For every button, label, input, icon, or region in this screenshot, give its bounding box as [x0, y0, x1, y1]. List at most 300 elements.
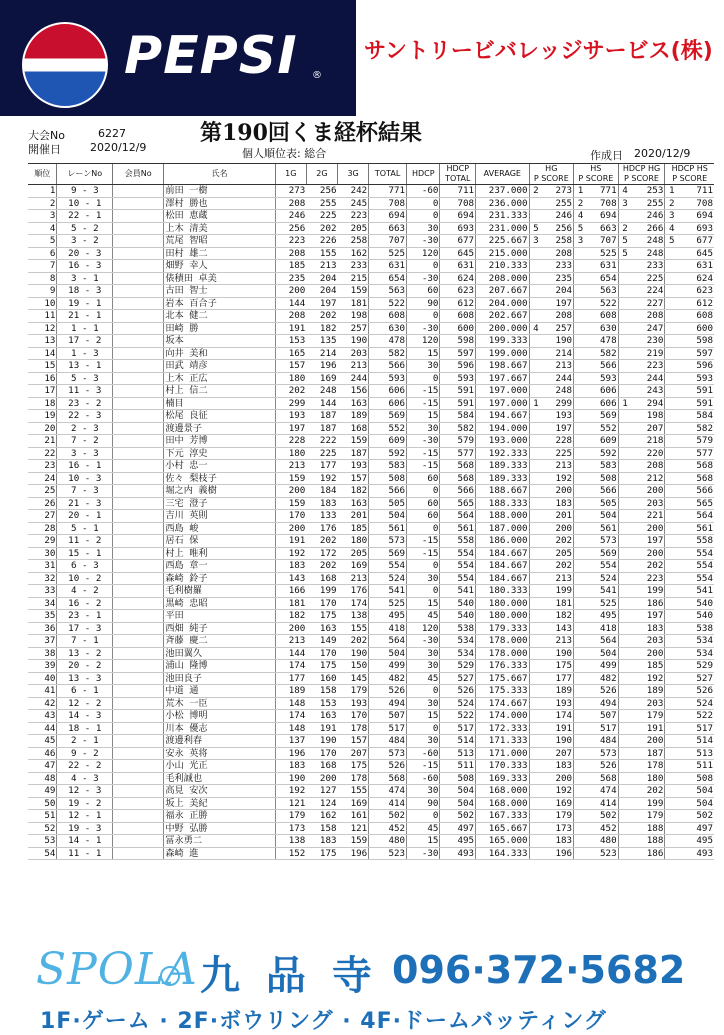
- cell-lane: 5 - 2: [57, 222, 113, 235]
- cell-g2: 163: [306, 622, 337, 635]
- cell-hdcp-hg-score: 207: [631, 422, 664, 435]
- cell-g1: 153: [275, 335, 306, 348]
- cell-hg-score: 299: [542, 397, 573, 410]
- cell-hg-score: 192: [542, 472, 573, 485]
- cell-hg-p: [529, 247, 542, 260]
- cell-hdcp: -15: [407, 385, 440, 398]
- table-row: [28, 222, 714, 235]
- cell-average: 175.667: [476, 672, 529, 685]
- cell-hdcp-hs-p: [665, 335, 678, 348]
- cell-total: 504: [369, 647, 407, 660]
- cell-hdcp-hg-p: [618, 260, 631, 273]
- cell-hg-p: [529, 697, 542, 710]
- cell-hdcp-hg-score: 200: [631, 522, 664, 535]
- cell-average: 204.000: [476, 297, 529, 310]
- cell-hdcp-hs-p: [665, 585, 678, 598]
- cell-hg-p: 5: [529, 222, 542, 235]
- cell-hg-p: [529, 260, 542, 273]
- cell-total: 694: [369, 210, 407, 223]
- cell-hdcp: 30: [407, 572, 440, 585]
- cell-hdcp-hs-score: 677: [678, 235, 714, 248]
- cell-total: 482: [369, 672, 407, 685]
- cell-hdcp-hg-score: 221: [631, 510, 664, 523]
- cell-average: 207.667: [476, 285, 529, 298]
- cell-hdcp: 15: [407, 835, 440, 848]
- cell-total: 502: [369, 810, 407, 823]
- cell-total: 504: [369, 510, 407, 523]
- cell-hdcp: 60: [407, 497, 440, 510]
- meet-date: 2020/12/9: [90, 141, 147, 154]
- cell-hs-score: 771: [587, 185, 618, 198]
- cell-g2: 124: [306, 797, 337, 810]
- cell-g1: 157: [275, 360, 306, 373]
- cell-g1: 191: [275, 322, 306, 335]
- cell-hdcp: 0: [407, 585, 440, 598]
- cell-hs-score: 566: [587, 360, 618, 373]
- cell-hg-p: 3: [529, 235, 542, 248]
- cell-member: [113, 360, 164, 373]
- cell-total: 524: [369, 572, 407, 585]
- cell-rank: 51: [28, 810, 57, 823]
- cell-hs-score: 608: [587, 310, 618, 323]
- cell-total: 707: [369, 235, 407, 248]
- cell-hs-p: [574, 585, 587, 598]
- cell-hdcp: -30: [407, 272, 440, 285]
- cell-g3: 180: [338, 535, 369, 548]
- page-title: 第190回くま経杯結果: [200, 120, 422, 146]
- cell-total: 606: [369, 397, 407, 410]
- table-row: [28, 185, 714, 198]
- cell-hdcp-hs-p: [665, 622, 678, 635]
- banner: [0, 0, 724, 118]
- cell-name: 中野 弘勝: [164, 822, 275, 835]
- cell-hdcp-total: 612: [440, 297, 476, 310]
- cell-total: 525: [369, 597, 407, 610]
- cell-hdcp-hg-score: 185: [631, 660, 664, 673]
- cell-hdcp: 0: [407, 260, 440, 273]
- cell-hdcp-hg-score: 200: [631, 647, 664, 660]
- cell-average: 198.667: [476, 360, 529, 373]
- cell-g3: 159: [338, 285, 369, 298]
- cell-hdcp-hs-p: [665, 772, 678, 785]
- cell-member: [113, 735, 164, 748]
- cell-hdcp-hs-score: 582: [678, 422, 714, 435]
- cell-lane: 3 - 2: [57, 235, 113, 248]
- cell-g3: 159: [338, 835, 369, 848]
- cell-g3: 207: [338, 747, 369, 760]
- cell-rank: 21: [28, 435, 57, 448]
- table-row: [28, 335, 714, 348]
- cell-member: [113, 447, 164, 460]
- cell-g2: 191: [306, 722, 337, 735]
- cell-average: 176.333: [476, 660, 529, 673]
- cell-hdcp-hs-score: 534: [678, 635, 714, 648]
- cell-rank: 33: [28, 585, 57, 598]
- cell-hdcp-hg-p: [618, 685, 631, 698]
- cell-total: 508: [369, 472, 407, 485]
- cell-member: [113, 560, 164, 573]
- cell-hs-p: [574, 822, 587, 835]
- cell-g1: 192: [275, 785, 306, 798]
- cell-name: 畑野 幸人: [164, 260, 275, 273]
- cell-total: 563: [369, 285, 407, 298]
- cell-total: 526: [369, 760, 407, 773]
- cell-name: 村上 信二: [164, 385, 275, 398]
- col-hdcp: HDCP: [407, 164, 440, 185]
- cell-hdcp-hs-p: [665, 410, 678, 423]
- cell-hdcp: 15: [407, 347, 440, 360]
- cell-hdcp-total: 554: [440, 560, 476, 573]
- cell-g3: 189: [338, 410, 369, 423]
- cell-g2: 175: [306, 847, 337, 860]
- col-hg-label: HG: [545, 164, 558, 173]
- cell-hg-p: [529, 485, 542, 498]
- cell-hs-p: [574, 497, 587, 510]
- cell-g1: 273: [275, 185, 306, 198]
- col-hg-p: P: [533, 174, 539, 183]
- cell-g2: 170: [306, 747, 337, 760]
- cell-hg-p: [529, 297, 542, 310]
- cell-hdcp: 30: [407, 422, 440, 435]
- cell-member: [113, 760, 164, 773]
- cell-hdcp-hs-score: 511: [678, 760, 714, 773]
- cell-rank: 42: [28, 697, 57, 710]
- cell-hs-p: 5: [574, 222, 587, 235]
- cell-g3: 185: [338, 522, 369, 535]
- cell-average: 189.333: [476, 460, 529, 473]
- table-row: [28, 510, 714, 523]
- cell-hdcp-hs-score: 591: [678, 385, 714, 398]
- cell-hdcp-hg-score: 223: [631, 360, 664, 373]
- cell-hs-score: 582: [587, 347, 618, 360]
- cell-average: 231.333: [476, 210, 529, 223]
- cell-hdcp: 30: [407, 785, 440, 798]
- cell-g1: 121: [275, 797, 306, 810]
- table-row: [28, 585, 714, 598]
- cell-hdcp-hg-p: [618, 810, 631, 823]
- cell-hg-score: 183: [542, 835, 573, 848]
- cell-name: 西島 峻: [164, 522, 275, 535]
- cell-g2: 168: [306, 760, 337, 773]
- cell-member: [113, 247, 164, 260]
- cell-member: [113, 647, 164, 660]
- cell-g2: 204: [306, 272, 337, 285]
- cell-lane: 3 - 3: [57, 447, 113, 460]
- cell-hdcp-hs-score: 624: [678, 272, 714, 285]
- cell-name: 田中 芳博: [164, 435, 275, 448]
- cell-average: 202.667: [476, 310, 529, 323]
- table-row: [28, 797, 714, 810]
- cell-hdcp-hs-p: [665, 385, 678, 398]
- cell-hdcp-total: 693: [440, 222, 476, 235]
- cell-hdcp-total: 513: [440, 747, 476, 760]
- cell-hdcp-total: 593: [440, 372, 476, 385]
- cell-hg-score: 202: [542, 535, 573, 548]
- cell-member: [113, 297, 164, 310]
- cell-hdcp-total: 493: [440, 847, 476, 860]
- cell-name: 森崎 進: [164, 847, 275, 860]
- cell-member: [113, 722, 164, 735]
- table-row: [28, 560, 714, 573]
- cell-hs-score: 526: [587, 760, 618, 773]
- cell-g1: 177: [275, 672, 306, 685]
- cell-hs-score: 593: [587, 372, 618, 385]
- cell-name: 岩本 百合子: [164, 297, 275, 310]
- cell-average: 178.000: [476, 647, 529, 660]
- cell-hg-p: [529, 610, 542, 623]
- cell-g1: 180: [275, 447, 306, 460]
- cell-hg-score: 182: [542, 610, 573, 623]
- cell-hdcp: 45: [407, 610, 440, 623]
- cell-g1: 159: [275, 472, 306, 485]
- cell-hs-p: 1: [574, 185, 587, 198]
- cell-hg-score: 177: [542, 672, 573, 685]
- table-row: [28, 247, 714, 260]
- cell-rank: 26: [28, 497, 57, 510]
- cell-hdcp-hg-p: 5: [618, 235, 631, 248]
- cell-g3: 168: [338, 422, 369, 435]
- cell-rank: 37: [28, 635, 57, 648]
- cell-lane: 6 - 3: [57, 560, 113, 573]
- cell-member: [113, 435, 164, 448]
- cell-hdcp-hs-score: 534: [678, 647, 714, 660]
- cell-member: [113, 622, 164, 635]
- cell-hg-p: [529, 435, 542, 448]
- cell-hdcp: 15: [407, 597, 440, 610]
- cell-g2: 202: [306, 222, 337, 235]
- cell-hdcp-hs-p: [665, 547, 678, 560]
- col-hdcp-hs-p: P: [672, 174, 678, 183]
- cell-g2: 225: [306, 447, 337, 460]
- table-row: [28, 447, 714, 460]
- cell-g3: 157: [338, 472, 369, 485]
- cell-rank: 43: [28, 710, 57, 723]
- cell-g1: 152: [275, 847, 306, 860]
- cell-hg-score: 183: [542, 760, 573, 773]
- cell-hdcp-hg-p: [618, 335, 631, 348]
- cell-lane: 6 - 1: [57, 685, 113, 698]
- cell-hg-p: [529, 622, 542, 635]
- table-row: [28, 610, 714, 623]
- table-row: [28, 322, 714, 335]
- cell-hdcp-hs-score: 591: [678, 397, 714, 410]
- cell-hdcp-hs-p: [665, 285, 678, 298]
- cell-hg-score: 246: [542, 210, 573, 223]
- cell-hs-score: 524: [587, 572, 618, 585]
- cell-lane: 5 - 3: [57, 372, 113, 385]
- cell-hdcp-total: 514: [440, 735, 476, 748]
- cell-g2: 184: [306, 485, 337, 498]
- cell-g3: 155: [338, 785, 369, 798]
- cell-g3: 150: [338, 660, 369, 673]
- trademark-symbol: ®: [312, 70, 322, 81]
- cell-average: 184.667: [476, 572, 529, 585]
- table-row: [28, 535, 714, 548]
- cell-hg-p: [529, 647, 542, 660]
- cell-hs-score: 541: [587, 585, 618, 598]
- cell-g3: 233: [338, 260, 369, 273]
- cell-hs-p: [574, 747, 587, 760]
- cell-g1: 196: [275, 747, 306, 760]
- cell-hdcp: -30: [407, 235, 440, 248]
- table-row: [28, 660, 714, 673]
- cell-total: 505: [369, 497, 407, 510]
- cell-member: [113, 410, 164, 423]
- cell-average: 225.667: [476, 235, 529, 248]
- cell-hdcp-hg-score: 200: [631, 485, 664, 498]
- results-table: [28, 163, 714, 860]
- col-hdcp-hg-p: P: [624, 174, 629, 183]
- table-row: [28, 310, 714, 323]
- cell-total: 554: [369, 560, 407, 573]
- cell-hs-score: 566: [587, 485, 618, 498]
- cell-rank: 17: [28, 385, 57, 398]
- cell-hs-score: 606: [587, 385, 618, 398]
- cell-rank: 36: [28, 622, 57, 635]
- cell-g2: 160: [306, 672, 337, 685]
- cell-hdcp-hg-score: 180: [631, 772, 664, 785]
- cell-lane: 4 - 3: [57, 772, 113, 785]
- cell-hs-p: [574, 510, 587, 523]
- cell-hs-p: [574, 735, 587, 748]
- cell-rank: 16: [28, 372, 57, 385]
- cell-hdcp-hs-score: 504: [678, 797, 714, 810]
- cell-name: 平田: [164, 610, 275, 623]
- phone-number: 096·372·5682: [392, 948, 686, 992]
- cell-hdcp-hg-score: 197: [631, 610, 664, 623]
- cell-hdcp-hg-p: [618, 447, 631, 460]
- cell-hs-p: 2: [574, 197, 587, 210]
- cell-member: [113, 672, 164, 685]
- cell-member: [113, 310, 164, 323]
- cell-average: 172.333: [476, 722, 529, 735]
- cell-hdcp-hs-p: 4: [665, 222, 678, 235]
- cell-g2: 202: [306, 310, 337, 323]
- cell-name: 浦山 隆博: [164, 660, 275, 673]
- cell-rank: 8: [28, 272, 57, 285]
- cell-g2: 169: [306, 372, 337, 385]
- cell-average: 184.667: [476, 547, 529, 560]
- cell-average: 197.667: [476, 372, 529, 385]
- cell-hdcp: 15: [407, 410, 440, 423]
- pepsi-globe-icon: [22, 22, 108, 108]
- cell-hdcp-hs-score: 568: [678, 460, 714, 473]
- cell-name: 毛利樹羅: [164, 585, 275, 598]
- cell-hdcp-hg-p: [618, 510, 631, 523]
- cell-rank: 1: [28, 185, 57, 198]
- cell-hdcp-total: 591: [440, 385, 476, 398]
- cell-total: 608: [369, 310, 407, 323]
- cell-g2: 168: [306, 572, 337, 585]
- cell-total: 566: [369, 485, 407, 498]
- cell-hs-p: [574, 772, 587, 785]
- cell-hs-p: [574, 697, 587, 710]
- cell-hdcp-hs-p: [665, 847, 678, 860]
- cell-total: 708: [369, 197, 407, 210]
- table-row: [28, 622, 714, 635]
- col-hs-p: P: [578, 174, 584, 183]
- cell-hdcp-hg-score: 247: [631, 322, 664, 335]
- table-row: [28, 210, 714, 223]
- cell-rank: 3: [28, 210, 57, 223]
- cell-hg-p: [529, 847, 542, 860]
- cell-hg-p: [529, 735, 542, 748]
- cell-hdcp-total: 591: [440, 397, 476, 410]
- cell-hdcp: -60: [407, 772, 440, 785]
- cell-g1: 159: [275, 497, 306, 510]
- cell-g2: 225: [306, 210, 337, 223]
- table-row: [28, 360, 714, 373]
- cell-average: 193.000: [476, 435, 529, 448]
- cell-hs-p: [574, 385, 587, 398]
- cell-hs-p: [574, 610, 587, 623]
- cell-member: [113, 322, 164, 335]
- cell-hdcp-hg-p: [618, 735, 631, 748]
- cell-name: 小村 忠一: [164, 460, 275, 473]
- cell-total: 452: [369, 822, 407, 835]
- cell-hdcp-total: 564: [440, 510, 476, 523]
- cell-member: [113, 260, 164, 273]
- cell-hdcp-hs-score: 554: [678, 547, 714, 560]
- cell-hs-score: 707: [587, 235, 618, 248]
- cell-hdcp-hg-p: [618, 822, 631, 835]
- cell-hdcp-hg-score: 186: [631, 847, 664, 860]
- cell-hdcp: 0: [407, 685, 440, 698]
- cell-hs-p: [574, 722, 587, 735]
- cell-name: 高見 安次: [164, 785, 275, 798]
- cell-hg-score: 196: [542, 847, 573, 860]
- cell-hs-score: 654: [587, 272, 618, 285]
- cell-g3: 163: [338, 497, 369, 510]
- cell-hdcp-hs-p: [665, 760, 678, 773]
- cell-hg-p: [529, 760, 542, 773]
- cell-g1: 179: [275, 810, 306, 823]
- cell-hdcp-hs-score: 631: [678, 260, 714, 273]
- cell-average: 208.000: [476, 272, 529, 285]
- cell-member: [113, 810, 164, 823]
- cell-hdcp-total: 565: [440, 497, 476, 510]
- cell-hdcp: 30: [407, 697, 440, 710]
- col-3g: 3G: [338, 164, 369, 185]
- cell-hdcp-hg-p: 2: [618, 222, 631, 235]
- cell-average: 197.000: [476, 397, 529, 410]
- cell-hdcp: 0: [407, 522, 440, 535]
- cell-hg-p: [529, 635, 542, 648]
- cell-hs-score: 525: [587, 247, 618, 260]
- cell-rank: 45: [28, 735, 57, 748]
- cell-hdcp-hs-p: [665, 597, 678, 610]
- cell-hs-score: 522: [587, 297, 618, 310]
- cell-lane: 23 - 1: [57, 610, 113, 623]
- cell-lane: 15 - 1: [57, 547, 113, 560]
- cell-g2: 175: [306, 660, 337, 673]
- cell-hdcp-hs-p: [665, 560, 678, 573]
- cell-hdcp-hs-score: 502: [678, 810, 714, 823]
- cell-hdcp-hg-p: [618, 622, 631, 635]
- cell-rank: 39: [28, 660, 57, 673]
- cell-hdcp-total: 597: [440, 347, 476, 360]
- cell-average: 237.000: [476, 185, 529, 198]
- col-hdcp-total: HDCP TOTAL: [440, 164, 476, 185]
- cell-g1: 202: [275, 385, 306, 398]
- cell-hg-p: [529, 797, 542, 810]
- col-average: AVERAGE: [476, 164, 529, 185]
- cell-hs-p: [574, 797, 587, 810]
- cell-hg-score: 175: [542, 660, 573, 673]
- cell-lane: 12 - 3: [57, 785, 113, 798]
- cell-rank: 35: [28, 610, 57, 623]
- cell-g1: 180: [275, 372, 306, 385]
